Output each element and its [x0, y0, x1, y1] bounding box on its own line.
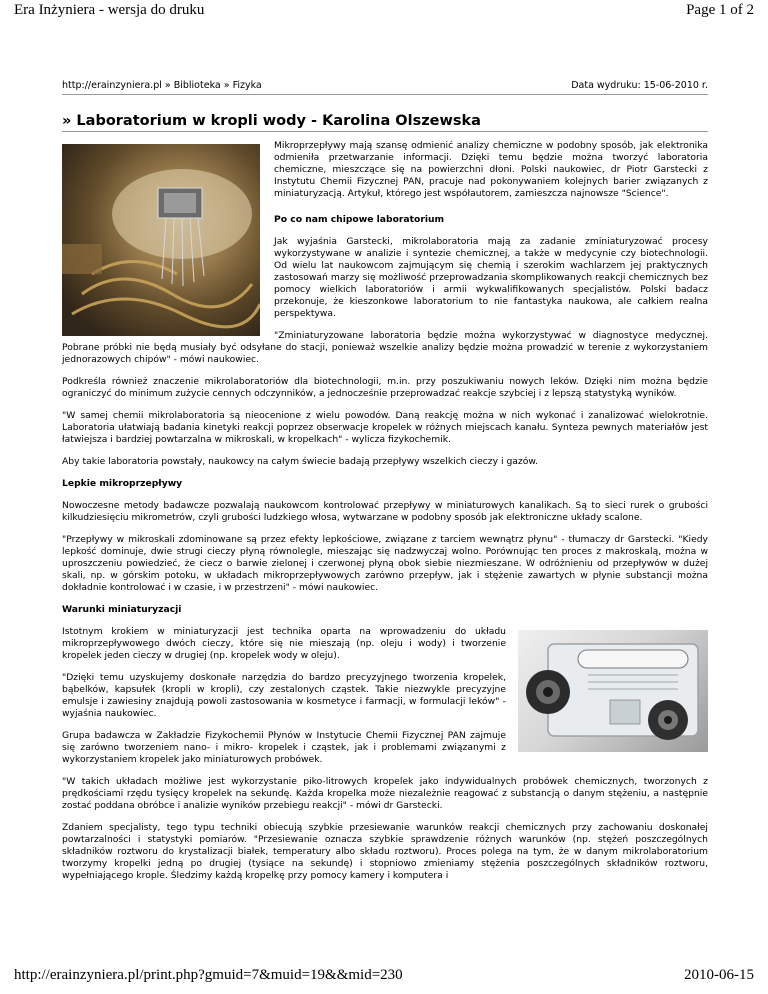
section1-p2: "Zminiaturyzowane laboratoria będzie można wykorzystywać w diagnostyce medycznej. Pobrane próbki nie będą musiały być odsyłane do stacji, ponieważ wszelkie analizy będzie można prowadzić w terenie z wykorzystaniem jednorazowych chipów" - mówi naukowiec. [62, 330, 708, 365]
print-header-page: Page 1 of 2 [686, 2, 754, 18]
section1-heading: Po co nam chipowe laboratorium [274, 214, 445, 225]
chip-photo [62, 144, 260, 336]
print-date: Data wydruku: 15-06-2010 r. [571, 80, 708, 91]
section1-p4: "W samej chemii mikrolaboratoria są nieocenione z wielu powodów. Daną reakcję można w nich wykonać i zanalizować wielokrotnie. Laboratoria ułatwiają badania kinetyki reakcji poprzez obserwacje kropelek w różnych miejscach kanału. Synteza pewnych materiałów jest łatwiejsza i bardziej powtarzalna w mikroskali, w kropelkach" - wylicza fizykochemik. [62, 410, 708, 445]
section2-p2: "Przepływy w mikroskali zdominowane są przez efekty lepkościowe, związane z tarciem wewnątrz płynu" - tłumaczy dr Garstecki. "Kiedy lepkość dominuje, dwie strugi cieczy płyną równolegle, mieszając się nadzwyczaj wolno. Porównując ten proces z makroskalą, można w uproszczeniu powiedzieć, że ciecz o barwie zielonej i czerwonej płyną obok siebie niezmieszane. W odróżnieniu od przepływów w dużej skali, np. w górskim potoku, w układach mikroprzepływowych zarówno przepływ, jak i stężenie zawartych w płynie substancji można dokładnie kontrolować i w czasie, i w przestrzeni" - mówi naukowiec. [62, 534, 708, 593]
section3-p5: Zdaniem specjalisty, tego typu techniki obiecują szybkie przesiewanie warunków reakcji chemicznych przy zachowaniu doskonałej powtarzalności i statystyki pomiarów. "Przesiewanie oznacza szybkie sprawdzenie różnych warunków (np. stężeń poszczególnych składników roztworu do krystalizacji białek, temperatury albo składu roztworu). Proces polega na tym, że w danym mikrolaboratorium tworzymy kropelki jedną po drugiej (tysiące na sekundę) i stopniowo zmieniamy stężenia poszczególnych składników roztworu, wypełniającego krople. Śledzimy każdą kropelkę przy pomocy kamery i komputera i [62, 822, 708, 881]
print-footer-date: 2010-06-15 [684, 967, 754, 983]
article [62, 80, 708, 892]
section3-p2: "Dzięki temu uzyskujemy doskonałe narzędzia do bardzo precyzyjnego tworzenia kropelek, bąbelków, kapsułek (kropli w kropli), czy zestalonych cząstek. Takie niezwykle precyzyjne emulsje i zawiesiny znajdują powoli zastosowania w kosmetyce i farmacji, w formulacji leków" - wyjaśnia naukowiec. [62, 672, 506, 719]
device-illustration [518, 630, 708, 752]
article-topbar [62, 80, 708, 95]
print-footer [14, 967, 754, 984]
article-title: » Laboratorium w kropli wody - Karolina Olszewska [62, 115, 708, 132]
breadcrumb[interactable]: http://erainzyniera.pl » Biblioteka » Fizyka [62, 80, 262, 91]
section1-p3: Podkreśla również znaczenie mikrolaboratoriów dla biotechnologii, m.in. przy poszukiwaniu nowych leków. Dzięki nim można będzie ograniczyć do minimum zużycie cennych odczynników, a jednocześnie przeprowadzać reakcje szybciej i z lepszą statystyką wyników. [62, 376, 708, 399]
intro-paragraph: Mikroprzepływy mają szansę odmienić analizy chemiczne w podobny sposób, jak elektronika odmieniła przetwarzanie informacji. Dzięki temu będzie można tworzyć laboratoria chemiczne, mieszczące się na powierzchni dłoni. Polski naukowiec, dr Piotr Garstecki z Instytutu Chemii Fizycznej PAN, pracuje nad pokonywaniem kolejnych barier związanych z miniaturyzacją. Artykuł, którego jest współautorem, zamieszcza najnowsze "Science". [274, 140, 708, 199]
section2-p1: Nowoczesne metody badawcze pozwalają naukowcom kontrolować przepływy w miniaturowych kanalikach. Są to sieci rurek o grubości kilkudziesięciu mikrometrów, czyli grubości ludzkiego włosa, wytwarzane w podobny sposób jak elektroniczne układy scalone. [62, 500, 708, 523]
section3-p4: "W takich układach możliwe jest wykorzystanie piko-litrowych kropelek jako indywidualnych probówek chemicznych, tworzonych z prędkościami rzędu tysięcy kropelek na sekundę. Każda kropelka może niezależnie reagować z substancją o danym stężeniu, a następnie zostać poddana obróbce i analizie wyników przebiegu reakcji" - mówi dr Garstecki. [62, 776, 708, 811]
section3-p1: Istotnym krokiem w miniaturyzacji jest technika oparta na wprowadzeniu do układu mikroprzepływowego dwóch cieczy, które się nie mieszają (np. oleju i wody) i tworzenie kropelek jeden cieczy w drugiej (np. kropelek wody w oleju). [62, 626, 506, 661]
section1-p1: Jak wyjaśnia Garstecki, mikrolaboratoria mają za zadanie zminiaturyzować procesy wykorzystywane w analizie i syntezie chemicznej, a także w medycynie czy biotechnologii. Od wielu lat naukowcom zajmującym się chemią i szerokim wachlarzem jej praktycznych zastosowań marzy się możliwość przeprowadzania skomplikowanych reakcji chemicznych bez pomocy wielkich laboratoriów i armii wykwalifikowanych specjalistów. Polski badacz przekonuje, że kieszonkowe laboratorium to nie fantastyka naukowa, ale całkiem realna perspektywa. [274, 236, 708, 319]
section3-heading: Warunki miniaturyzacji [62, 604, 182, 615]
chip-photo-illustration [62, 144, 260, 336]
microfluidic-device-photo [518, 630, 708, 752]
print-header-title: Era Inżyniera - wersja do druku [14, 2, 205, 18]
article-body [62, 140, 708, 882]
print-header [14, 2, 754, 19]
print-footer-url: http://erainzyniera.pl/print.php?gmuid=7&muid=19&&mid=230 [14, 967, 403, 983]
section1-p5: Aby takie laboratoria powstały, naukowcy na całym świecie badają przepływy wszelkich cieczy i gazów. [62, 456, 538, 467]
section3-p3: Grupa badawcza w Zakładzie Fizykochemii Płynów w Instytucie Chemii Fizycznej PAN zajmuje się zarówno tworzeniem nano- i mikro- kropelek i cząstek, jak i problemami związanymi z wykorzystaniem kropelek jako miniaturowych probówek. [62, 730, 506, 765]
section2-heading: Lepkie mikroprzepływy [62, 478, 183, 489]
